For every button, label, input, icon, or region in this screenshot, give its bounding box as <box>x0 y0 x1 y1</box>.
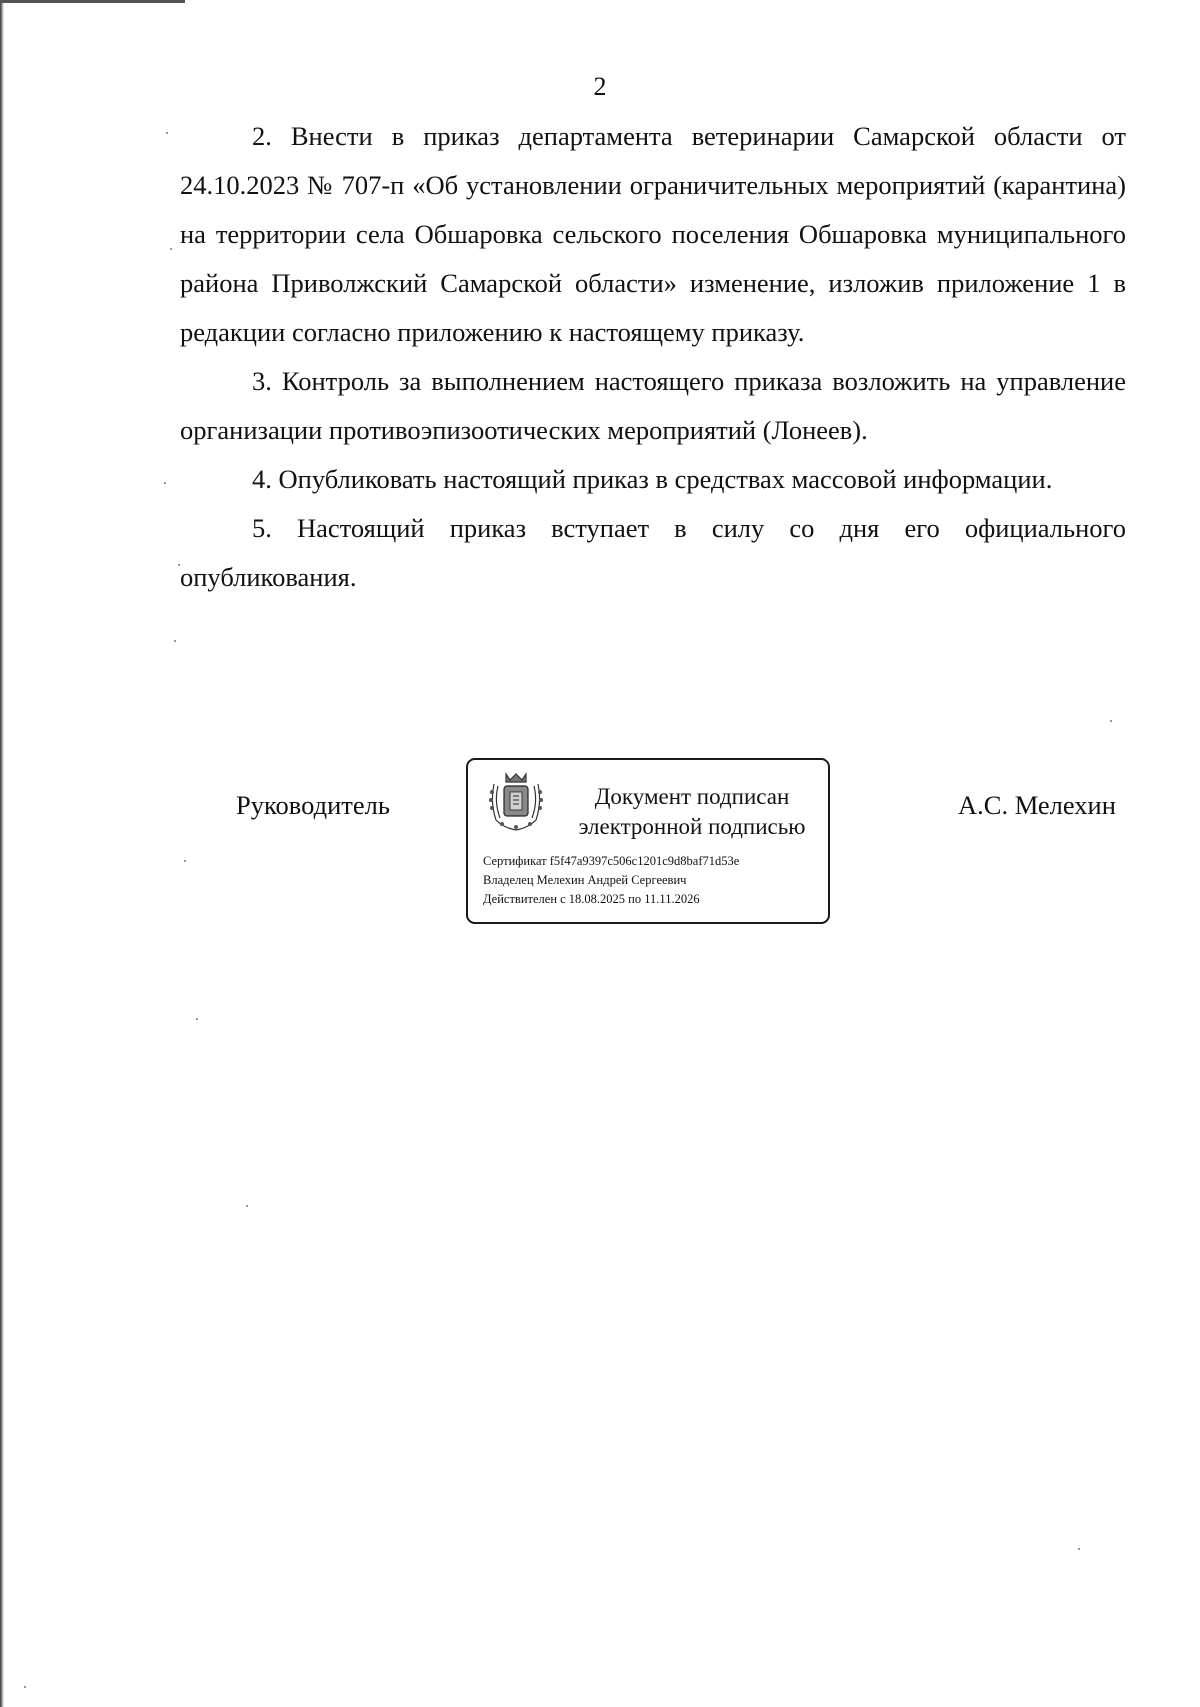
stamp-title-line1: Документ подписан <box>594 784 790 809</box>
scan-speck <box>174 640 176 642</box>
scan-speck <box>246 1205 248 1207</box>
certificate-number: Сертификат f5f47a9397c506c1201c9d8baf71d53e <box>483 854 740 868</box>
page-number: 2 <box>593 72 607 101</box>
coat-of-arms-icon <box>484 770 548 834</box>
scan-speck <box>1078 1548 1080 1550</box>
scan-speck <box>184 860 186 862</box>
stamp-title <box>564 782 820 842</box>
stamp-title-line2: электронной подписью <box>578 814 806 839</box>
scan-speck <box>166 132 168 134</box>
paragraph-2: 2. Внести в приказ департамента ветеринарии Самарской области от 24.10.2023 № 707-п «Об установлении ограничительных мероприятий (карантина) на территории села Обшаровка сельского поселения Обшаровка муниципального района Приволжский Самарской области» изменение, изложив приложение 1 в редакции согласно приложению к настоящему приказу. <box>180 121 1126 347</box>
scan-edge-shadow <box>0 0 4 1707</box>
scan-top-mark <box>0 0 185 3</box>
document-body <box>180 112 1126 602</box>
paragraph-4: 4. Опубликовать настоящий приказ в средствах массовой информации. <box>252 464 1053 494</box>
electronic-signature-stamp <box>466 758 830 924</box>
scan-speck <box>1110 720 1112 722</box>
signer-position: Руководитель <box>236 790 390 820</box>
scan-speck <box>170 248 172 250</box>
paragraph-5: 5. Настоящий приказ вступает в силу со дня его официального опубликования. <box>180 513 1126 592</box>
paragraph-3: 3. Контроль за выполнением настоящего приказа возложить на управление организации противоэпизоотических мероприятий (Лонеев). <box>180 366 1126 445</box>
scan-speck <box>164 482 166 484</box>
scan-speck <box>196 1018 198 1020</box>
stamp-details <box>483 852 739 909</box>
certificate-owner: Владелец Мелехин Андрей Сергеевич <box>483 873 687 887</box>
certificate-validity: Действителен с 18.08.2025 по 11.11.2026 <box>483 892 700 906</box>
signer-name: А.С. Мелехин <box>958 790 1116 820</box>
scan-speck <box>178 564 180 566</box>
scan-speck <box>24 1686 26 1688</box>
